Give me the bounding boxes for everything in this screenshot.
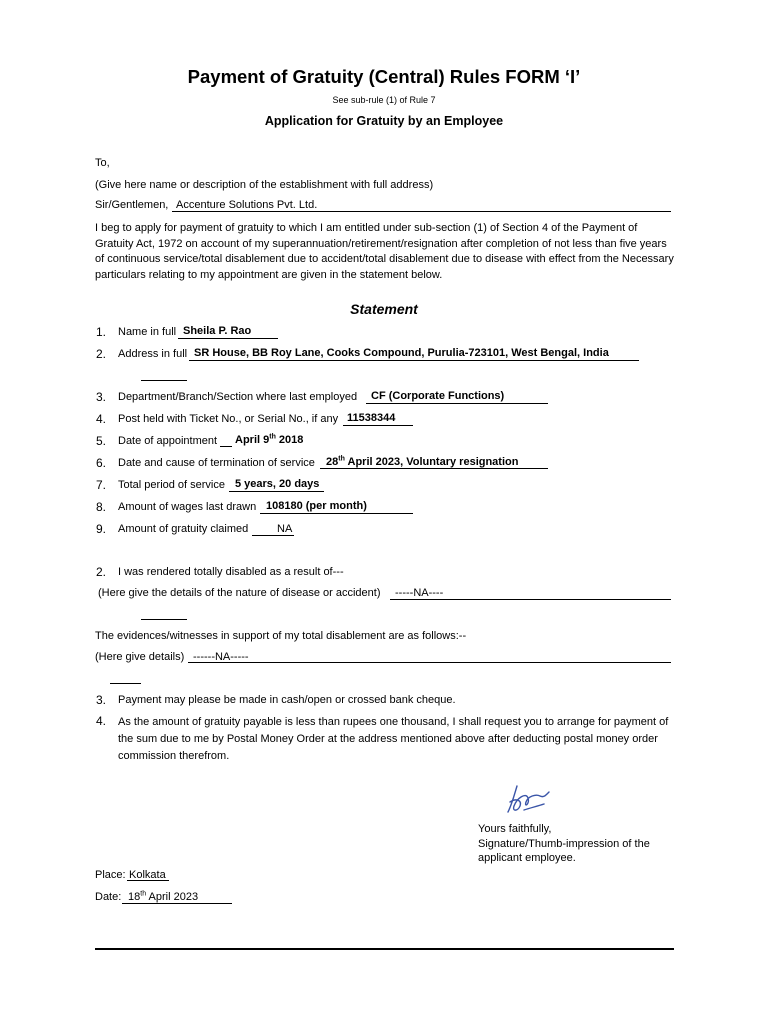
date-label: Date: <box>95 891 122 903</box>
item-number: 3. <box>96 390 107 404</box>
evidence-text: The evidences/witnesses in support of my total disablement are as follows:-- <box>95 630 467 642</box>
gratuity-label: Amount of gratuity claimed <box>118 523 249 535</box>
address-label: Address in full <box>118 348 188 360</box>
establishment-instruction: (Give here name or description of the establishment with full address) <box>95 179 434 191</box>
evidence-value: ------NA----- <box>193 651 249 663</box>
department-underline <box>366 403 548 404</box>
name-label: Name in full <box>118 326 177 338</box>
name-value: Sheila P. Rao <box>183 325 252 337</box>
item-number: 7. <box>96 478 107 492</box>
item-number: 1. <box>96 325 107 339</box>
establishment-name: Accenture Solutions Pvt. Ltd. <box>176 199 318 211</box>
wages-underline <box>260 513 413 514</box>
date-value: 18th April 2023 <box>128 890 199 903</box>
address-underline <box>189 360 639 361</box>
post-underline <box>343 425 413 426</box>
appointment-value: April 9th 2018 <box>235 433 304 446</box>
evidence-underline-2 <box>110 683 141 684</box>
wages-value: 108180 (per month) <box>266 500 367 512</box>
item-number: 4. <box>96 412 107 426</box>
closing-line: Yours faithfully, <box>478 823 552 835</box>
department-label: Department/Branch/Section where last employed <box>118 391 358 403</box>
signature-mark <box>500 778 556 820</box>
item-number: 3. <box>96 693 107 707</box>
address-value: SR House, BB Roy Lane, Cooks Compound, Purulia-723101, West Bengal, India <box>194 347 609 359</box>
place-underline <box>127 880 169 881</box>
salutation: Sir/Gentlemen, <box>95 199 169 211</box>
footer-rule <box>95 948 674 950</box>
gratuity-underline <box>252 535 294 536</box>
item-number: 8. <box>96 500 107 514</box>
evidence-underline <box>188 662 671 663</box>
appointment-underline <box>220 446 232 447</box>
termination-underline <box>320 468 548 469</box>
disease-details-value: -----NA---- <box>395 587 444 599</box>
item-number: 5. <box>96 434 107 448</box>
applicant-caption-line: applicant employee. <box>478 852 576 864</box>
name-underline <box>178 338 278 339</box>
form-title: Payment of Gratuity (Central) Rules FORM ‘I’ <box>187 66 581 87</box>
post-value: 11538344 <box>347 412 396 424</box>
post-label: Post held with Ticket No., or Serial No., if any <box>118 413 339 425</box>
to-line: To, <box>95 157 110 169</box>
signature-caption-line: Signature/Thumb-impression of the <box>478 837 650 850</box>
item-number: 4. <box>96 714 107 728</box>
item-number: 6. <box>96 456 107 470</box>
wages-label: Amount of wages last drawn <box>118 501 257 513</box>
termination-value: 28th April 2023, Voluntary resignation <box>326 455 519 468</box>
date-underline <box>122 903 232 904</box>
statement-heading: Statement <box>350 301 418 317</box>
payment-mode-text: Payment may please be made in cash/open or crossed bank cheque. <box>118 694 456 706</box>
establishment-underline <box>172 211 671 212</box>
period-label: Total period of service <box>118 479 225 491</box>
period-underline <box>229 491 324 492</box>
termination-label: Date and cause of termination of service <box>118 457 315 469</box>
money-order-text: As the amount of gratuity payable is less than rupees one thousand, I shall request you to arrange for payment of the sum due to me by Postal Money Order at the address mentioned above after deducting postal money order commission therefrom. <box>118 716 669 762</box>
disease-details-underline <box>390 599 671 600</box>
place-label: Place: <box>95 869 126 881</box>
signature-block <box>478 822 678 866</box>
item-number: 2. <box>96 347 107 361</box>
department-value: CF (Corporate Functions) <box>371 390 505 402</box>
disease-details-label: (Here give the details of the nature of disease or accident) <box>98 587 381 599</box>
disease-details-underline-2 <box>141 619 187 620</box>
intro-paragraph: I beg to apply for payment of gratuity to which I am entitled under sub-section (1) of Section 4 of the Payment of Gratuity Act, 1972 on account of my superannuation/retirement/resignation after completion of not less than five years of continuous service/total disablement due to accident/total disablement due to disease with effect from the Necessary particulars relating to my appointment are given in the statement below. <box>95 222 674 281</box>
appointment-label: Date of appointment <box>118 435 218 447</box>
evidence-label: (Here give details) <box>95 651 185 663</box>
gratuity-value: NA <box>277 523 293 535</box>
form-subtitle: Application for Gratuity by an Employee <box>264 114 504 128</box>
item-number: 9. <box>96 522 107 536</box>
item-number: 2. <box>96 565 107 579</box>
disablement-text: I was rendered totally disabled as a result of--- <box>118 566 344 578</box>
place-value: Kolkata <box>129 869 166 881</box>
period-value: 5 years, 20 days <box>235 478 320 490</box>
address-underline-2 <box>141 380 187 381</box>
subrule-note: See sub-rule (1) of Rule 7 <box>332 95 436 105</box>
